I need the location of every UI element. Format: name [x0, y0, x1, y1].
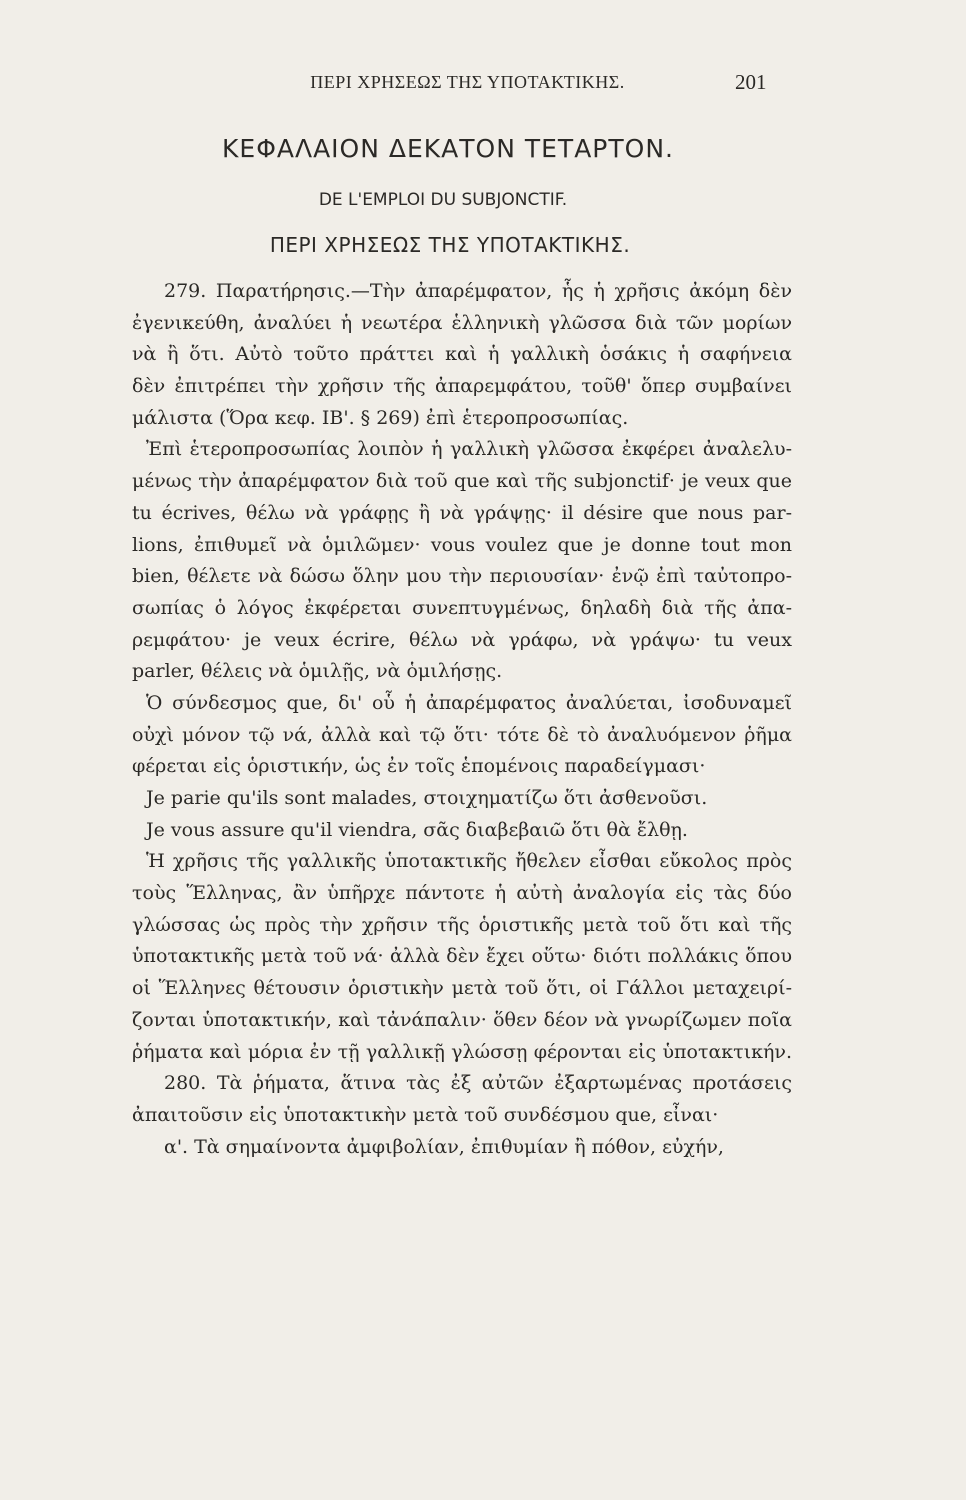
- chapter-title: ΚΕΦΑΛΑΙΟΝ ΔΕΚΑΤΟΝ ΤΕΤΑΡΤΟΝ.: [222, 134, 674, 163]
- french-subtitle: DE L'EMPLOI DU SUBJONCTIF.: [318, 190, 568, 210]
- text-line: Ἡ χρῆσις τῆς γαλλικῆς ὑποτακτικῆς ἤθελεν εἶσθαι εὔκολος πρὸς: [146, 850, 792, 873]
- text-line: δὲν ἐπιτρέπει τὴν χρῆσιν τῆς ἀπαρεμφάτου, τοῦθ' ὅπερ συμβαίνει: [132, 375, 792, 398]
- greek-subtitle: ΠΕΡΙ ΧΡΗΣΕΩΣ ΤΗΣ ΥΠΟΤΑΚΤΙΚΗΣ.: [269, 233, 631, 257]
- page-number: 201: [735, 70, 767, 94]
- text-line: οἱ Ἕλληνες θέτουσιν ὁριστικὴν μετὰ τοῦ ὅτι, οἱ Γάλλοι μεταχειρί-: [132, 977, 792, 1000]
- text-line: ζονται ὑποτακτικήν, καὶ τἀνάπαλιν· ὅθεν δέον νὰ γνωρίζωμεν ποῖα: [132, 1008, 792, 1031]
- text-line: μάλιστα (Ὅρα κεφ. ΙΒ'. § 269) ἐπὶ ἑτεροπροσωπίας.: [132, 406, 629, 429]
- text-line: ἀπαιτοῦσιν εἰς ὑποτακτικὴν μετὰ τοῦ συνδέσμου que, εἶναι·: [132, 1103, 719, 1126]
- text-line: parler, θέλεις νὰ ὁμιλῇς, νὰ ὁμιλήσῃς.: [132, 660, 503, 683]
- text-line: ἐγενικεύθη, ἀναλύει ἡ νεωτέρα ἑλληνικὴ γλῶσσα διὰ τῶν μορίων: [132, 311, 792, 334]
- text-line: τοὺς Ἕλληνας, ἂν ὑπῆρχε πάντοτε ἡ αὐτὴ ἀναλογία εἰς τὰς δύο: [132, 882, 792, 905]
- text-line: 279. Παρατήρησις.—Τὴν ἀπαρέμφατον, ἧς ἡ χρῆσις ἀκόμη δὲν: [164, 280, 792, 302]
- text-line: σωπίας ὁ λόγος ἐκφέρεται συνεπτυγμένως, δηλαδὴ διὰ τῆς ἀπα-: [132, 596, 792, 619]
- text-line: α'. Τὰ σημαίνοντα ἀμφιβολίαν, ἐπιθυμίαν ἢ πόθον, εὐχήν,: [164, 1135, 724, 1158]
- text-line: μένως τὴν ἀπαρέμφατον διὰ τοῦ que καὶ τῆς subjonctif· je veux que: [132, 470, 792, 493]
- text-line: lions, ἐπιθυμεῖ νὰ ὁμιλῶμεν· vous voulez que je donne tout mon: [132, 533, 792, 556]
- running-head: ΠΕΡΙ ΧΡΗΣΕΩΣ ΤΗΣ ΥΠΟΤΑΚΤΙΚΗΣ.: [310, 72, 625, 92]
- text-line: οὐχὶ μόνον τῷ νά, ἀλλὰ καὶ τῷ ὅτι· τότε δὲ τὸ ἀναλυόμενον ῥῆμα: [132, 723, 792, 746]
- text-line: 280. Τὰ ῥήματα, ἅτινα τὰς ἐξ αὐτῶν ἐξαρτωμένας προτάσεις: [164, 1072, 792, 1095]
- text-line: Ὁ σύνδεσμος que, δι' οὗ ἡ ἀπαρέμφατος ἀναλύεται, ἰσοδυναμεῖ: [146, 691, 792, 714]
- text-line: ρεμφάτου· je veux écrire, θέλω νὰ γράφω, νὰ γράψω· tu veux: [132, 628, 792, 651]
- text-line: Je vous assure qu'il viendra, σᾶς διαβεβαιῶ ὅτι θὰ ἔλθῃ.: [146, 818, 688, 841]
- text-line: tu écrives, θέλω νὰ γράφῃς ἢ νὰ γράψῃς· il désire que nous par-: [132, 501, 792, 524]
- text-line: Je parie qu'ils sont malades, στοιχηματίζω ὅτι ἀσθενοῦσι.: [146, 787, 708, 809]
- body-text: [132, 276, 792, 1163]
- text-line: bien, θέλετε νὰ δώσω ὅλην μου τὴν περιουσίαν· ἐνῷ ἐπὶ ταὐτοπρο-: [132, 565, 792, 588]
- text-line: ῥήματα καὶ μόρια ἐν τῇ γαλλικῇ γλώσσῃ φέρονται εἰς ὑποτακτικήν.: [132, 1040, 792, 1063]
- text-line: ὑποτακτικῆς μετὰ τοῦ νά· ἀλλὰ δὲν ἔχει οὕτω· διότι πολλάκις ὅπου: [132, 945, 792, 968]
- text-line: γλώσσας ὡς πρὸς τὴν χρῆσιν τῆς ὁριστικῆς μετὰ τοῦ ὅτι καὶ τῆς: [132, 913, 792, 936]
- text-line: Ἐπὶ ἑτεροπροσωπίας λοιπὸν ἡ γαλλικὴ γλῶσσα ἐκφέρει ἀναλελυ-: [146, 438, 792, 461]
- text-line: νὰ ἢ ὅτι. Αὐτὸ τοῦτο πράττει καὶ ἡ γαλλικὴ ὁσάκις ἡ σαφήνεια: [132, 343, 792, 366]
- text-line: φέρεται εἰς ὁριστικήν, ὡς ἐν τοῖς ἑπομένοις παραδείγμασι·: [132, 755, 706, 778]
